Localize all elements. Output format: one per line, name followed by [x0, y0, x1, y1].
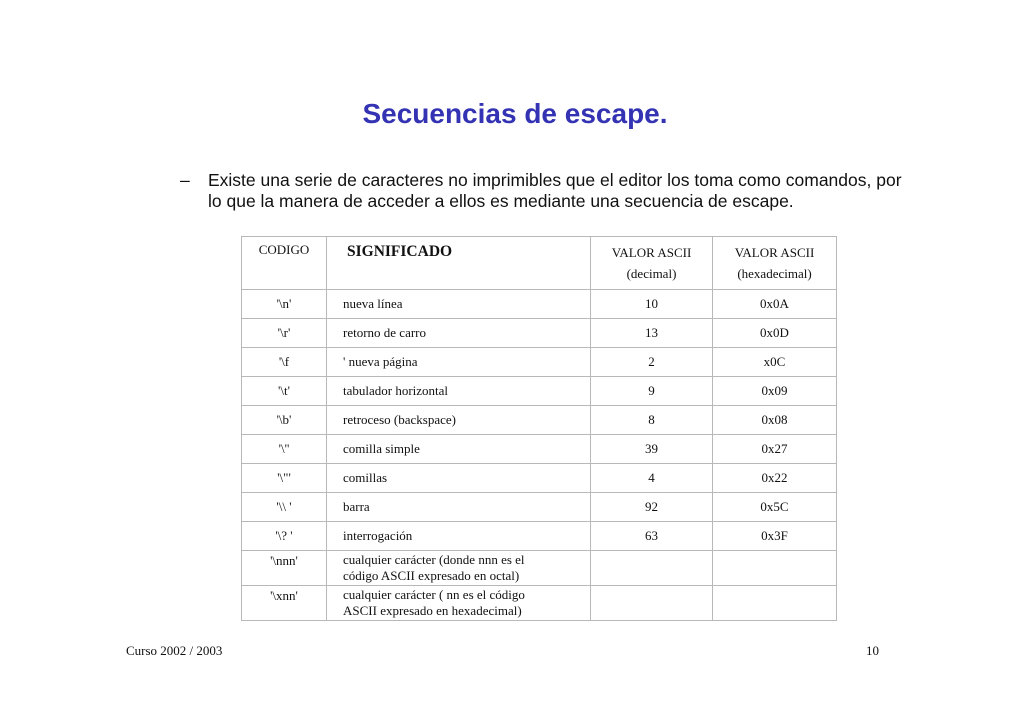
cell-decimal: 39: [591, 435, 713, 464]
cell-meaning-line1: cualquier carácter ( nn es el código: [343, 587, 525, 602]
header-hex-line2: (hexadecimal): [737, 266, 812, 281]
header-decimal-line1: VALOR ASCII: [611, 245, 692, 260]
cell-code: '\'': [242, 435, 327, 464]
table-row: [242, 290, 837, 319]
cell-decimal: 2: [591, 348, 713, 377]
cell-code: '\n': [242, 290, 327, 319]
cell-decimal: 63: [591, 522, 713, 551]
cell-code: '\b': [242, 406, 327, 435]
cell-hex: 0x09: [713, 377, 837, 406]
cell-hex: 0x0A: [713, 290, 837, 319]
cell-hex: 0x0D: [713, 319, 837, 348]
cell-hex: 0x22: [713, 464, 837, 493]
table-row: [242, 551, 837, 586]
header-meaning-label: SIGNIFICADO: [347, 243, 453, 260]
cell-decimal: 4: [591, 464, 713, 493]
cell-meaning: [327, 551, 591, 586]
escape-sequences-table: [241, 236, 837, 621]
cell-meaning: retorno de carro: [327, 319, 591, 348]
cell-hex: 0x27: [713, 435, 837, 464]
cell-meaning: retroceso (backspace): [327, 406, 591, 435]
table-row: [242, 522, 837, 551]
cell-hex: 0x3F: [713, 522, 837, 551]
cell-code: '\nnn': [242, 551, 327, 586]
cell-hex: [713, 551, 837, 586]
cell-hex: x0C: [713, 348, 837, 377]
table-row: [242, 406, 837, 435]
header-meaning: [327, 237, 591, 290]
footer-page-number: 10: [866, 643, 879, 658]
bullet-text: Existe una serie de caracteres no imprimibles que el editor los toma como comandos, por lo que la manera de acceder a ellos es mediante una secuencia de escape.: [208, 170, 902, 211]
cell-meaning: interrogación: [327, 522, 591, 551]
header-decimal-line2: (decimal): [626, 266, 677, 281]
cell-meaning-line2: ASCII expresado en hexadecimal): [343, 603, 522, 618]
table-row: [242, 464, 837, 493]
cell-meaning-line1: cualquier carácter (donde nnn es el: [343, 552, 525, 567]
cell-decimal: 8: [591, 406, 713, 435]
table-header-row: [242, 237, 837, 290]
cell-code: '\? ': [242, 522, 327, 551]
cell-meaning: barra: [327, 493, 591, 522]
cell-decimal: 13: [591, 319, 713, 348]
cell-meaning: nueva línea: [327, 290, 591, 319]
bullet-marker: –: [180, 170, 190, 190]
slide-title: Secuencias de escape.: [362, 98, 668, 129]
table-row: [242, 348, 837, 377]
table-row: [242, 493, 837, 522]
table-row: [242, 586, 837, 621]
cell-meaning: comilla simple: [327, 435, 591, 464]
table-row: [242, 435, 837, 464]
table-row: [242, 377, 837, 406]
cell-code: '\r': [242, 319, 327, 348]
header-decimal: [591, 237, 713, 290]
cell-code: '\t': [242, 377, 327, 406]
cell-meaning: tabulador horizontal: [327, 377, 591, 406]
cell-code: '\xnn': [242, 586, 327, 621]
bullet-paragraph: [180, 170, 910, 212]
cell-decimal: 10: [591, 290, 713, 319]
cell-decimal: 92: [591, 493, 713, 522]
header-hex: [713, 237, 837, 290]
cell-meaning-line2: código ASCII expresado en octal): [343, 568, 520, 583]
header-code: [242, 237, 327, 290]
cell-decimal: [591, 551, 713, 586]
cell-hex: [713, 586, 837, 621]
table-row: [242, 319, 837, 348]
cell-code: '\"': [242, 464, 327, 493]
header-hex-line1: VALOR ASCII: [734, 245, 815, 260]
cell-decimal: [591, 586, 713, 621]
cell-code: '\\ ': [242, 493, 327, 522]
cell-hex: 0x08: [713, 406, 837, 435]
cell-hex: 0x5C: [713, 493, 837, 522]
cell-code: '\f: [242, 348, 327, 377]
cell-meaning: comillas: [327, 464, 591, 493]
cell-meaning: [327, 586, 591, 621]
header-code-label: CODIGO: [258, 242, 310, 257]
cell-meaning: ' nueva página: [327, 348, 591, 377]
cell-decimal: 9: [591, 377, 713, 406]
footer-course: Curso 2002 / 2003: [126, 643, 223, 658]
